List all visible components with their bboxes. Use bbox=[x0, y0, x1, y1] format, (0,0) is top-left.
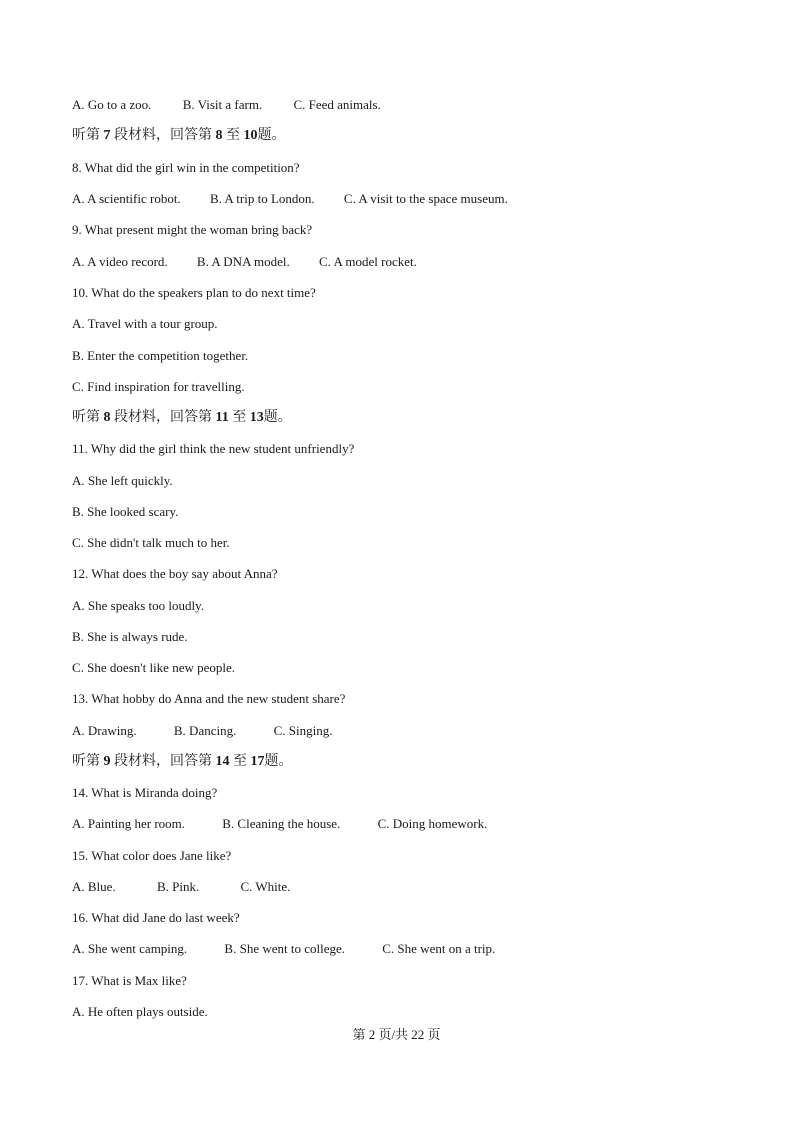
q7-option-a: A. Go to a zoo. bbox=[72, 97, 152, 112]
section-8-prefix: 听第 bbox=[72, 410, 100, 425]
q16-stem: 16. What did Jane do last week? bbox=[72, 910, 240, 925]
section-8-from: 11 bbox=[215, 410, 229, 425]
q17-option-a: A. He often plays outside. bbox=[72, 1004, 208, 1019]
q10-option-a: A. Travel with a tour group. bbox=[72, 316, 218, 331]
q16-option-b: B. She went to college. bbox=[224, 941, 346, 956]
q9-stem: 9. What present might the woman bring back? bbox=[72, 222, 313, 237]
section-8-heading bbox=[72, 410, 292, 426]
q15-option-a: A. Blue. bbox=[72, 879, 116, 894]
section-7-mid1: 段材料，回答第 bbox=[114, 128, 212, 143]
q7-option-c: C. Feed animals. bbox=[293, 97, 381, 112]
section-7-from: 8 bbox=[215, 128, 223, 143]
page-footer: 第 2 页/共 22 页 bbox=[352, 1027, 441, 1042]
q12-option-a: A. She speaks too loudly. bbox=[72, 598, 205, 613]
q14-stem: 14. What is Miranda doing? bbox=[72, 785, 218, 800]
section-9-prefix: 听第 bbox=[72, 754, 100, 769]
q16-option-a: A. She went camping. bbox=[72, 941, 188, 956]
section-9-suffix: 题。 bbox=[264, 754, 293, 769]
q7-option-b: B. Visit a farm. bbox=[182, 97, 263, 112]
q11-option-b: B. She looked scary. bbox=[72, 504, 179, 519]
q15-stem: 15. What color does Jane like? bbox=[72, 848, 232, 863]
q8-stem: 8. What did the girl win in the competition? bbox=[72, 160, 300, 175]
q14-options bbox=[72, 816, 487, 832]
section-9-mid1: 段材料，回答第 bbox=[114, 754, 212, 769]
section-7-prefix: 听第 bbox=[72, 128, 100, 143]
section-7-number: 7 bbox=[103, 128, 111, 143]
section-7-to: 10 bbox=[243, 128, 258, 143]
section-7-heading bbox=[72, 128, 286, 144]
q15-option-c: C. White. bbox=[240, 879, 291, 894]
section-8-mid1: 段材料，回答第 bbox=[114, 410, 212, 425]
q7-options bbox=[72, 97, 381, 113]
section-9-from: 14 bbox=[215, 754, 230, 769]
q17-stem: 17. What is Max like? bbox=[72, 973, 187, 988]
q14-option-a: A. Painting her room. bbox=[72, 816, 186, 831]
q8-options bbox=[72, 191, 508, 207]
q10-stem: 10. What do the speakers plan to do next time? bbox=[72, 285, 316, 300]
section-8-to: 13 bbox=[249, 410, 264, 425]
q13-option-a: A. Drawing. bbox=[72, 723, 137, 738]
q15-options bbox=[72, 879, 290, 895]
section-8-mid2: 至 bbox=[232, 410, 247, 425]
q9-options bbox=[72, 254, 417, 270]
q10-option-c: C. Find inspiration for travelling. bbox=[72, 379, 245, 394]
q11-option-a: A. She left quickly. bbox=[72, 473, 173, 488]
q13-option-b: B. Dancing. bbox=[173, 723, 237, 738]
q11-stem: 11. Why did the girl think the new student unfriendly? bbox=[72, 441, 355, 456]
q8-option-a: A. A scientific robot. bbox=[72, 191, 181, 206]
q14-option-b: B. Cleaning the house. bbox=[222, 816, 341, 831]
q12-option-c: C. She doesn't like new people. bbox=[72, 660, 236, 675]
q16-option-c: C. She went on a trip. bbox=[382, 941, 496, 956]
q12-stem: 12. What does the boy say about Anna? bbox=[72, 566, 278, 581]
q15-option-b: B. Pink. bbox=[156, 879, 200, 894]
q9-option-b: B. A DNA model. bbox=[196, 254, 290, 269]
q13-stem: 13. What hobby do Anna and the new student share? bbox=[72, 691, 346, 706]
q12-option-b: B. She is always rude. bbox=[72, 629, 188, 644]
q8-option-c: C. A visit to the space museum. bbox=[343, 191, 508, 206]
q9-option-a: A. A video record. bbox=[72, 254, 168, 269]
section-9-mid2: 至 bbox=[233, 754, 247, 769]
q8-option-b: B. A trip to London. bbox=[209, 191, 315, 206]
section-9-number: 9 bbox=[103, 754, 111, 769]
section-7-suffix: 题。 bbox=[257, 128, 286, 143]
section-9-to: 17 bbox=[250, 754, 265, 769]
q13-options bbox=[72, 723, 332, 739]
section-7-mid2: 至 bbox=[226, 128, 240, 143]
q13-option-c: C. Singing. bbox=[273, 723, 333, 738]
section-9-heading bbox=[72, 754, 293, 770]
q14-option-c: C. Doing homework. bbox=[377, 816, 488, 831]
q11-option-c: C. She didn't talk much to her. bbox=[72, 535, 230, 550]
section-8-suffix: 题。 bbox=[263, 410, 292, 425]
q9-option-c: C. A model rocket. bbox=[319, 254, 417, 269]
q10-option-b: B. Enter the competition together. bbox=[72, 348, 249, 363]
section-8-number: 8 bbox=[103, 410, 111, 425]
q16-options bbox=[72, 941, 495, 957]
